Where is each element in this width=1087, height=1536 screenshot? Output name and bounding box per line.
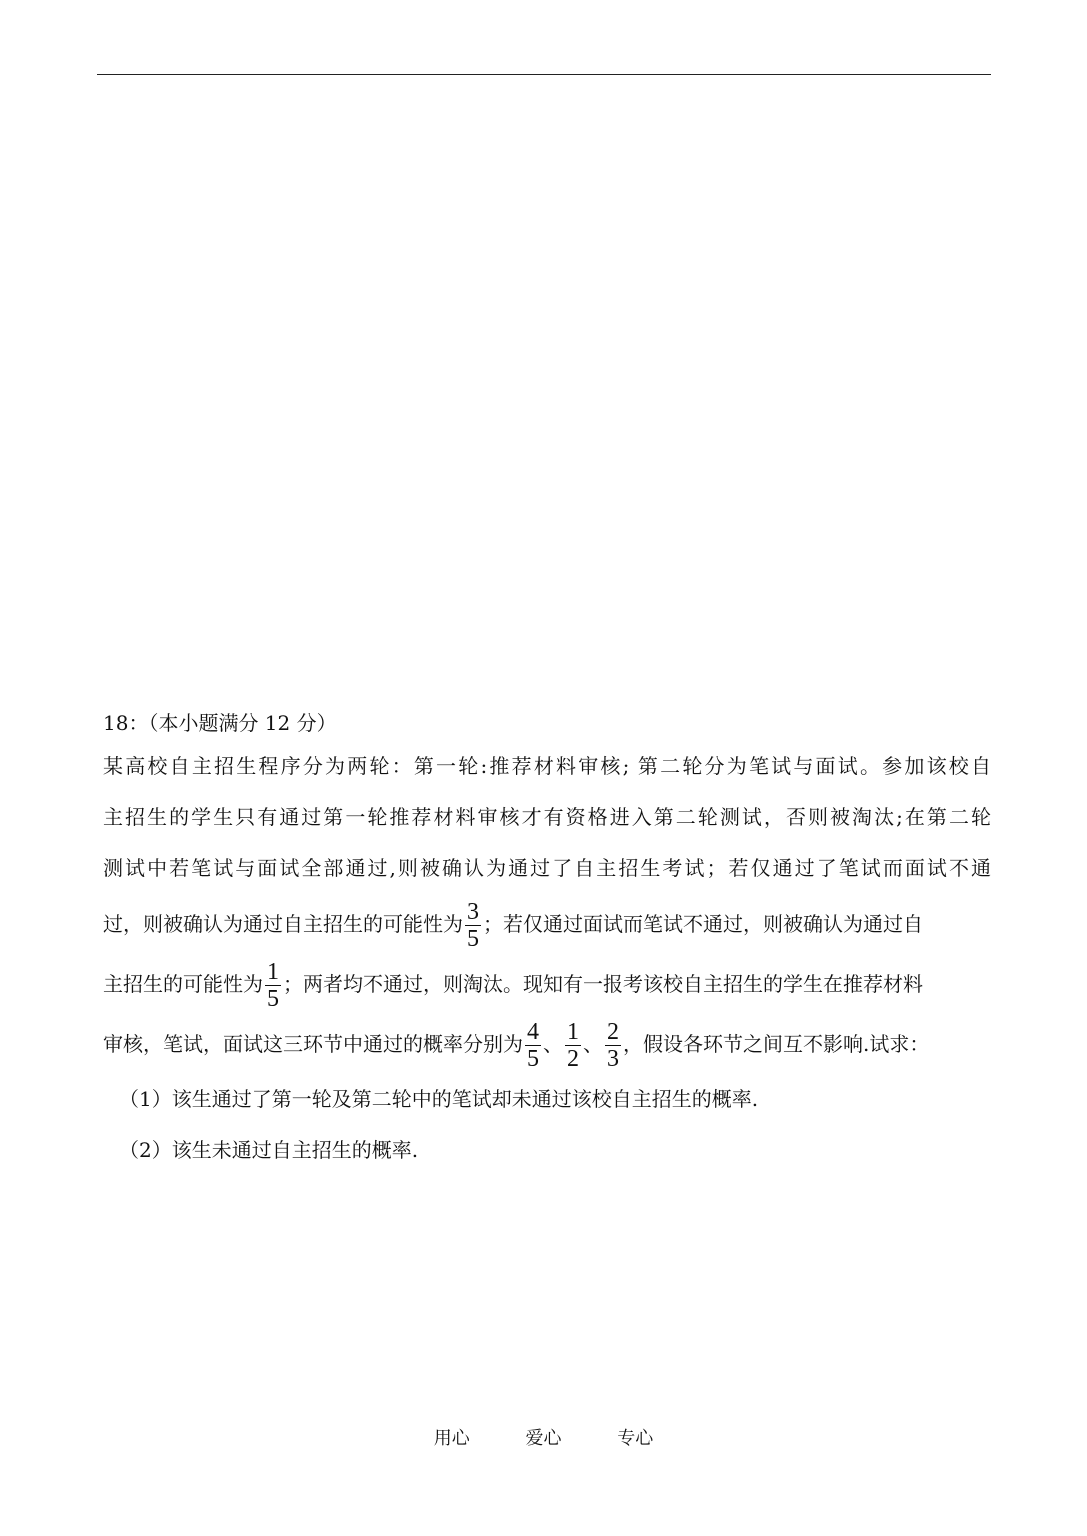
problem-text-line-1: 某高校自主招生程序分为两轮：第一轮:推荐材料审核; 第二轮分为笔试与面试。参加该校自 [103,754,991,778]
fraction-numerator: 4 [527,1019,539,1045]
problem-text-line-6 [103,1014,991,1074]
header-rule [97,74,991,75]
fraction-denominator: 5 [467,926,479,952]
problem-heading: 18：（本小题满分 12 分） [103,711,337,735]
line4-text-after: ；若仅通过面试而笔试不通过，则被确认为通过自 [483,912,923,936]
footer-word-3: 专心 [617,1428,654,1449]
fraction-denominator: 5 [527,1046,539,1072]
line6-text-before: 审核，笔试，面试这三环节中通过的概率分别为 [103,1032,523,1056]
problem-text-line-2: 主招生的学生只有通过第一轮推荐材料审核才有资格进入第二轮测试，否则被淘汰;在第二轮 [103,805,991,829]
line6-text-after: ，假设各环节之间互不影响.试求： [623,1032,930,1056]
line5-text-before: 主招生的可能性为 [103,972,263,996]
question-1: （1）该生通过了第一轮及第二轮中的笔试却未通过该校自主招生的概率. [119,1087,759,1111]
line5-text-after: ；两者均不通过，则淘汰。现知有一报考该校自主招生的学生在推荐材料 [283,972,923,996]
fraction-numerator: 3 [467,899,479,925]
fraction-denominator: 3 [607,1046,619,1072]
fraction-2-3 [605,1019,621,1072]
fraction-denominator: 2 [567,1046,579,1072]
fraction-1-2 [565,1019,581,1072]
fraction-denominator: 5 [267,986,279,1012]
problem-text-line-3: 测试中若笔试与面试全部通过,则被确认为通过了自主招生考试；若仅通过了笔试而面试不通 [103,856,991,880]
page-footer [0,1424,1087,1450]
problem-18 [103,705,991,1176]
question-2: （2）该生未通过自主招生的概率. [119,1138,419,1162]
problem-text-line-5 [103,954,991,1014]
separator-2: 、 [583,1032,603,1056]
problem-text-line-4 [103,894,991,954]
fraction-4-5 [525,1019,541,1072]
fraction-3-5 [465,899,481,952]
fraction-numerator: 1 [267,959,279,985]
fraction-1-5 [265,959,281,1012]
fraction-numerator: 2 [607,1019,619,1045]
fraction-numerator: 1 [567,1019,579,1045]
separator-1: 、 [543,1032,563,1056]
footer-word-1: 用心 [433,1428,470,1449]
footer-word-2: 爱心 [525,1428,562,1449]
line4-text-before: 过，则被确认为通过自主招生的可能性为 [103,912,463,936]
